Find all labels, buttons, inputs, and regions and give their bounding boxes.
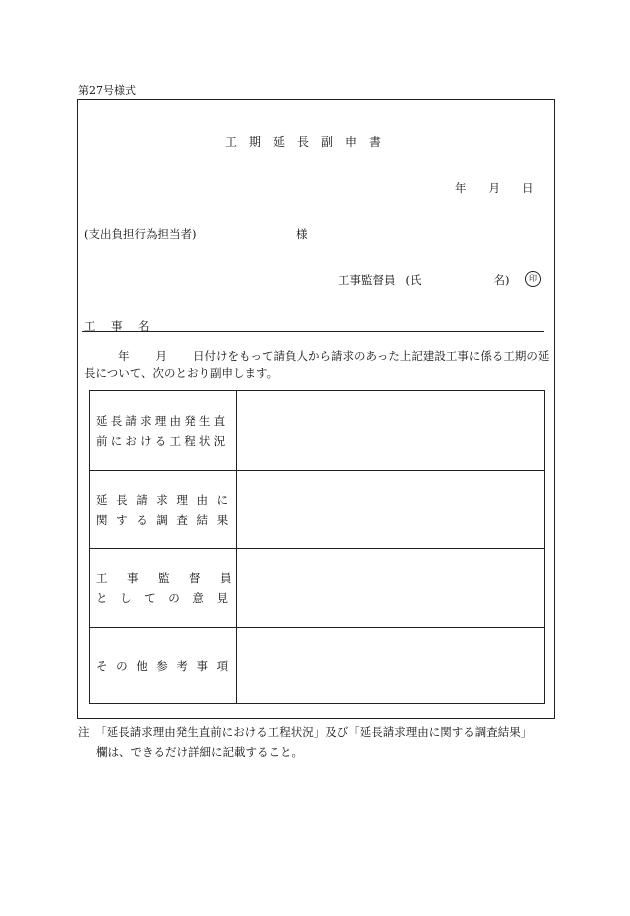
table-row [90, 548, 544, 627]
table-row [90, 627, 544, 704]
row-value-cell[interactable] [237, 471, 544, 548]
work-name-rule [82, 331, 544, 332]
row-label-line: 延長請求理由に [96, 492, 237, 507]
table-row [90, 391, 544, 470]
row-label-line: 関する調査結果 [96, 512, 237, 527]
footnote-line: 注 「延長請求理由発生直前における工程状況」及び「延長請求理由に関する調査結果」 [78, 725, 533, 739]
row-label [90, 471, 237, 548]
addressee-role: (支出負担行為担当者) [84, 227, 197, 241]
row-label [90, 628, 237, 704]
row-label-line: 工事監督員 [96, 571, 251, 585]
row-label-line: としての意見 [96, 591, 241, 605]
body-paragraph [84, 348, 550, 382]
title-char: 期 [249, 135, 262, 149]
title-char: 副 [321, 135, 334, 149]
document-title [225, 133, 393, 150]
body-month: 月 [155, 349, 167, 363]
report-table [89, 390, 545, 704]
title-char: 長 [297, 135, 310, 149]
supervisor-label: 工事監督員 [338, 273, 396, 287]
row-value-cell[interactable] [237, 391, 544, 470]
supervisor-name-open: (氏 [405, 273, 422, 287]
row-label-line: 前における工程状況 [96, 433, 229, 448]
body-year: 年 [118, 349, 130, 363]
row-label-line: その他参考事項 [96, 659, 237, 673]
table-row [90, 470, 544, 548]
date-month: 月 [488, 181, 500, 195]
addressee-honorific: 様 [296, 227, 308, 241]
title-char: 工 [225, 135, 238, 149]
body-text: 日付けをもって請負人から請求のあった上記建設工事に係る工期の延長について、次のとおり副申します。 [84, 349, 550, 380]
date-day: 日 [522, 181, 534, 195]
title-char: 申 [345, 135, 358, 149]
work-name-char: 名 [138, 319, 150, 333]
footnote [78, 722, 558, 762]
work-name-char: 事 [111, 319, 123, 333]
work-name-char: 工 [84, 319, 96, 333]
row-value-cell[interactable] [237, 628, 544, 704]
row-value-cell[interactable] [237, 549, 544, 627]
seal-mark: 印 [525, 271, 541, 287]
row-label [90, 549, 251, 627]
title-char: 書 [369, 135, 382, 149]
row-label-line: 延長請求理由発生直 [96, 413, 229, 428]
form-number: 第27号様式 [78, 84, 136, 97]
row-label [90, 391, 237, 470]
footnote-line: 欄は、できるだけ詳細に記載すること。 [96, 745, 303, 759]
supervisor-name-close: 名) [493, 273, 510, 287]
title-char: 延 [273, 135, 286, 149]
supervisor-line [338, 272, 510, 288]
date-line [455, 180, 534, 196]
date-year: 年 [455, 181, 467, 195]
